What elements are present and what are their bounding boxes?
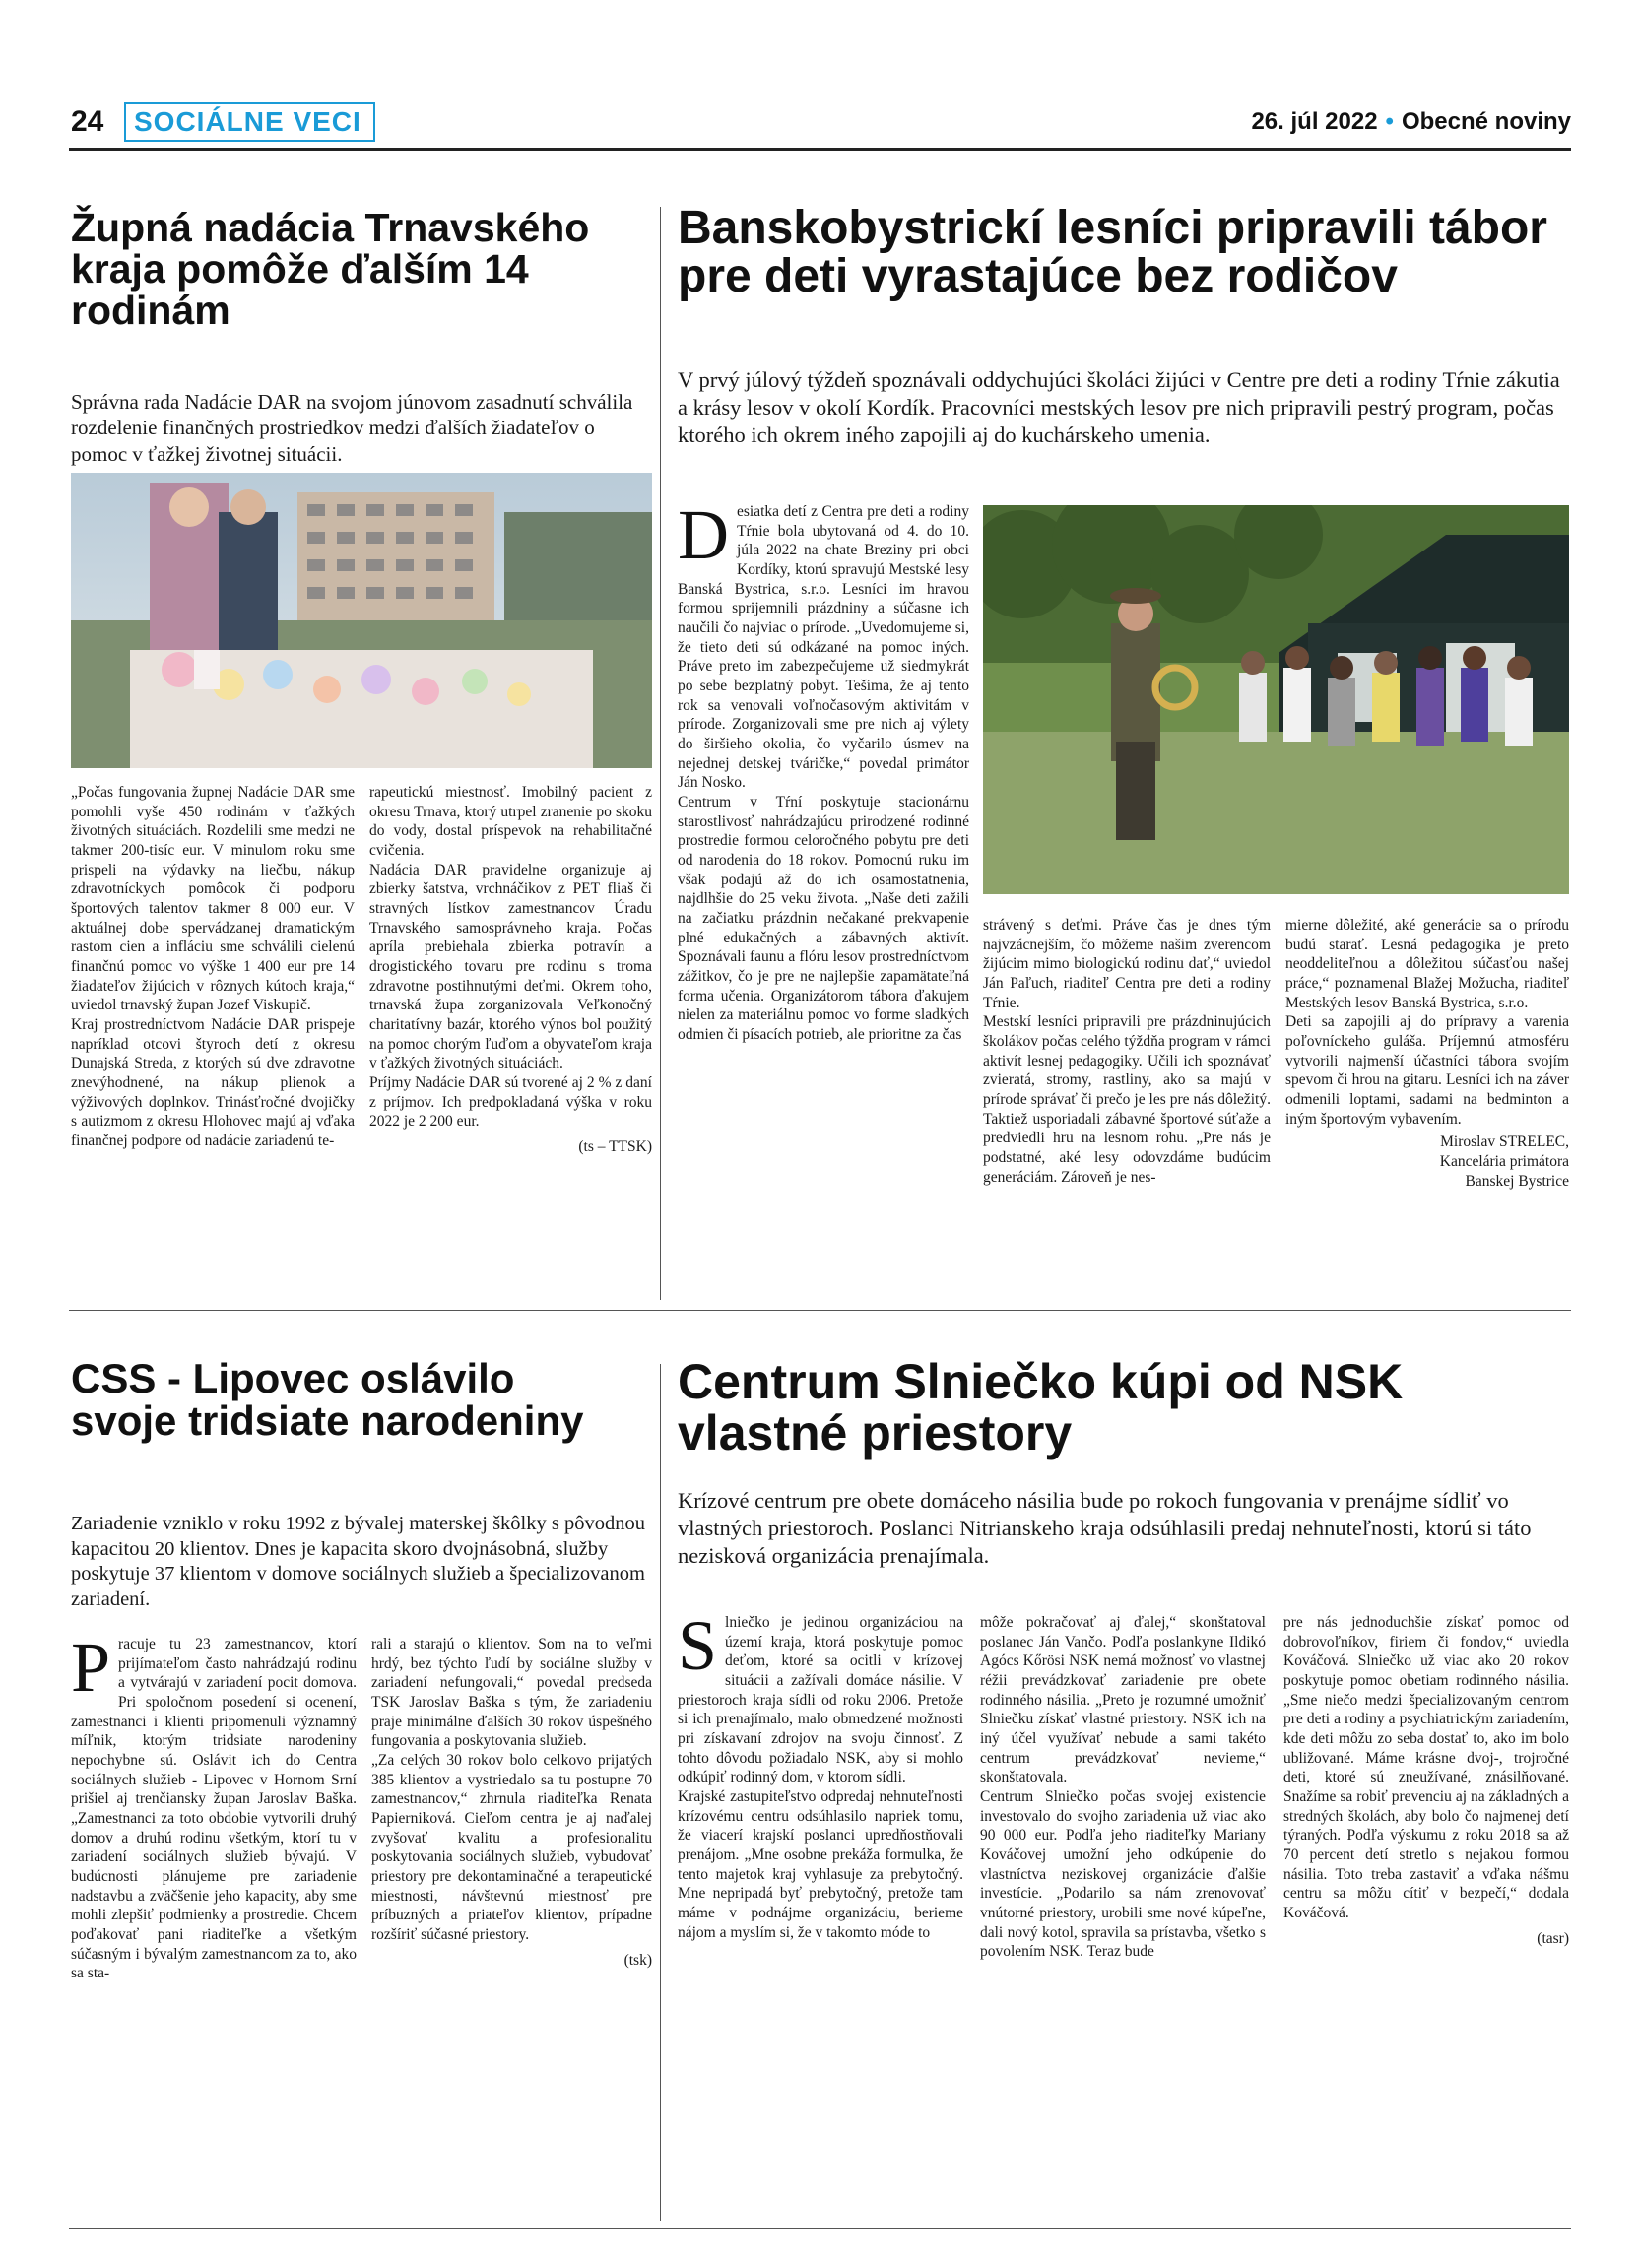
article2-text-1: esiatka detí z Centra pre deti a rodiny Tŕnie bola ubytovaná od 4. do 10. júla 2022 na chate Breziny pri obci Kordíky, ktorú spravujú Mestské lesy Banská Bystrica, s.r.o. Lesníci im hravou formou sprijemnili prázdniny a súčasne ich naučili čo najviac o prírode. „Uvedomujeme si, že tieto deti sú odkázané na pomoc iných. Práve preto im zabezpečujeme už siedmykrát po sebe bezplatný pobyt. Tešíma, že aj tento rok sa venovali voľnočasovým aktivitám v prírode. Zorganizovali sme pre nich aj výlety do širšieho okolia, čo vyčarilo úsmev na nejednej detskej tváričke,“ povedal primátor Ján Nosko. Centrum v Tŕní poskytuje stacionárnu starostlivosť nahrádzajúcu prirodzené rodinné prostredie formou celoročného pobytu pre deti od narodenia do 18 rokov. Pomocnú ruku im však podajú až do ich osamostatnenia, najdlhšie do 25 veku života. „Naše deti zažili na začiatku prázdnin nečakané prekvapenie plné edukačných a zábavných aktivít. Spoznávali faunu a flóru lesov prostredníctvom zážitkov, čo je pre ne najlepšie zapamätateľná forma učenia. Organizátorom tábora ďakujem nielen za materiálnu pomoc vo forme sladkých odmien či písacích potrieb, ale prioritne za čas <box>678 503 969 1044</box>
bazaar-photo <box>71 473 652 768</box>
article2-column-1 <box>678 495 969 1045</box>
article4-headline: Centrum Slniečko kúpi od NSK vlastné priestory <box>678 1354 1404 1460</box>
article2-text-2: strávený s deťmi. Práve čas je dnes tým najvzácnejším, čo môžeme našim zverencom žijúcim mimo biologickú rodinu dať,“ uviedol Ján Paľuch, riaditeľ Centra pre deti a rodiny Tŕnie. Mestskí lesníci pripravili pre prázdninujúcich školákov počas celého týždňa program v rámci aktivít lesnej pedagogiky. Učili ich spoznávať zvieratá, stromy, rastliny, ako sa majú v prírode správať či prečo je les pre nás dôležitý. Taktiež usporiadali zábavné športové súťaže a predviedli hru na lesnom rohu. „Pre nás je podstatné, aké lesy odovzdáme budúcim generáciám. Zároveň je nes- <box>983 917 1271 1186</box>
article2-signature-office: Kancelária primátora <box>1439 1153 1569 1171</box>
article3-headline: CSS - Lipovec oslávilo svoje tridsiate narodeniny <box>71 1355 584 1445</box>
publication-name: Obecné noviny <box>1401 108 1571 135</box>
issue-date: 26. júl 2022 <box>1251 108 1378 135</box>
article4-column-3 <box>1283 1613 1569 1948</box>
header-rule <box>69 148 1571 151</box>
section-label: SOCIÁLNE VECI <box>124 102 375 142</box>
article2-text-3: mierne dôležité, aké generácie sa o prírodu budú starať. Lesná pedagogika je preto neoddeliteľnou a dôležitou súčasťou našej práce,“ poznamenal Blažej Možucha, riaditeľ Mestských lesov Banská Bystrica, s.r.o. Deti sa zapojili aj do prípravy a varenia poľovníckeho guláša. Príjemnú atmosféru vytvorili najmenší účastníci tábora svojím spevom či hrou na gitaru. Lesníci ich na záver odmenili loptami, sadami na bedminton a iným športovým vybavením. <box>1285 917 1569 1128</box>
article2-lead: V prvý júlový týždeň spoznávali oddychujúci školáci žijúci v Centre pre deti a rodiny Tŕnie zákutia a krásy lesov v okolí Kordík. Pracovníci mestských lesov pre nich pripravili pestrý program, počas ktorého ich okrem iného zapojili aj do kuchárskeho umenia. <box>678 367 1560 448</box>
column-divider-bottom <box>660 1364 661 2221</box>
article4-lead: Krízové centrum pre obete domáceho násilia bude po rokoch fungovania v prenájme sídliť vo vlastných priestoroch. Poslanci Nitrianskeho kraja odsúhlasili predaj nehnuteľnosti, ktorú si táto nezisková organizácia prenajímala. <box>678 1488 1532 1569</box>
page-number: 24 <box>71 105 104 138</box>
article3-column-1 <box>71 1628 357 1983</box>
article2-signature-name: Miroslav STRELEC, <box>1440 1134 1569 1151</box>
article3-dropcap: P <box>71 1628 111 1707</box>
article4-dropcap: S <box>678 1606 718 1685</box>
article1-headline: Župná nadácia Trnavského kraja pomôže ďalším 14 rodinám <box>71 205 590 334</box>
article4-text-3: pre nás jednoduchšie získať pomoc od dobrovoľníkov, firiem či fondov,“ uviedla Kováčová. Slniečko už viac ako 20 rokov poskytuje pomoc obetiam rodinného násilia. „Sme niečo medzi špecializovaným centrom pre deti a rodiny a psychiatrickým zariadením, kde deti môžu zo seba dostať to, ako im bolo ubližované. Máme krásne dvoj-, trojročné deti, ktoré sú zneužívané, znásilňované. Snažíme sa robiť prevenciu aj na základných a stredných školách, aby bolo čo najmenej detí týraných. Podľa výskumu z roku 2018 sa až 70 percent detí stretlo s nejakou formou násilia. Toto treba zastaviť a vďaka nášmu centru sa môžu cítiť v bezpečí,“ dodala Kováčová. <box>1283 1614 1569 1922</box>
article1-credit: (ts – TTSK) <box>578 1138 652 1156</box>
article2-headline: Banskobystrickí lesníci pripravili tábor pre deti vyrastajúce bez rodičov <box>678 202 1547 303</box>
article4-column-1 <box>678 1606 963 1942</box>
bottom-rule <box>69 2228 1571 2229</box>
article4-text-2: môže pokračovať aj ďalej,“ skonštatoval poslanec Ján Vančo. Podľa poslankyne Ildikó Agócs Kőrösi NSK nemá možnosť vo vlastnej réžii prevádzkovať zariadenie pre obete rodinného násilia. „Preto je rozumné umožniť Slniečku získať vlastné priestory. NSK ich na iný účel využívať nebude a sami takéto centrum prevádzkovať nevieme,“ skonštatovala. Centrum Slniečko počas svojej existencie investovalo do svojho zariadenia už viac ako 90 000 eur. Podľa jeho riaditeľky Mariany Kováčovej umožní jeho odkúpenie do vlastníctva neziskovej organizácie ďalšie investície. „Podarilo sa nám zrenovovať vnútorné priestory, urobili sme nové kúpeľne, dali nový kotol, spravila sa prístavba, všetko s povolením NSK. Teraz bude <box>980 1614 1266 1961</box>
article3-text-1: racuje tu 23 zamestnancov, ktorí prijímateľom často nahrádzajú rodinu a vytvárajú v zariadení pocit domova. Pri spoločnom posedení si ocenení, zamestnanci i klienti pripomenuli významný míľnik, ktorým tridsiate narodeniny nepochybne sú. Oslávit ich do Centra sociálnych služieb - Lipovec v Hornom Srní prišiel aj trenčiansky župan Jaroslav Baška. „Zamestnanci za toto obdobie vytvorili druhý domov a druhú rodinu všetkým, ktorí tu v zariadení sociálnych služieb bývajú. V budúcnosti plánujeme pre zariadenie nadstavbu a zväčšenie jeho kapacity, aby sme mohli zlepšiť podmienky a prostredie. Chcem poďakovať pani riaditeľke a všetkým súčasným i bývalým zamestnancom za to, ako sa sta- <box>71 1636 357 1982</box>
article4-text-1: lniečko je jedinou organizáciou na území kraja, ktorá poskytuje pomoc deťom, ktoré sa ocitli v krízovej situácii a zažívali domáce násilie. V priestoroch kraja sídli od roku 2006. Pretože si ich prenajímalo, malo obmedzené možnosti pri získavaní zdrojov na svoju činnosť. Z tohto dôvodu požiadalo NSK, aby si mohlo odkúpiť rodinný dom, v ktorom sídli. Krajské zastupiteľstvo odpredaj nehnuteľnosti krízovému centru odsúhlasilo napriek tomu, že viacerí krajskí poslanci upredňostňovali prenájom. „Mne osobne prekáža formulka, že tento majetok kraj vyhlasuje za prebytočný. Mne nepripadá byť prebytočný, pretože tam máme v podnájme organizáciu, berieme nájom a myslím si, že v takomto móde to <box>678 1614 963 1941</box>
article1-lead: Správna rada Nadácie DAR na svojom júnovom zasadnutí schválila rozdelenie finančných prostriedkov medzi ďalších žiadateľov o pomoc v ťažkej životnej situácii. <box>71 390 633 466</box>
article2-column-2 <box>983 916 1271 1187</box>
article2-column-3 <box>1285 916 1569 1191</box>
article1-text-1: „Počas fungovania župnej Nadácie DAR sme pomohli vyše 450 rodinám v ťažkých životných situáciách. Rozdelili sme medzi ne takmer 200-tisíc eur. V minulom roku sme prispeli na výdavky na liečbu, nákup zdravotníckych pomôcok či podporu športových talentov takmer 8 000 eur. V aktuálnej dobe spervádzanej dramatickým rastom cien a infláciu sme schválili cielenú finančnú pomoc vo výške 1 400 eur pre 14 žiadateľov žijúcich v rôznych kútoch kraja,“ uviedol trnavský župan Jozef Viskupič. Kraj prostredníctvom Nadácie DAR prispeje napríklad otcovi štyroch detí z okresu Dunajská Streda, z ktorých sú dve zdravotne znevýhodnené, na nákup plienok a výživových doplnkov. Trinásťročné dvojičky s autizmom z okresu Hlohovec majú aj vďaka finančnej podpore od nadácie zariadenú te- <box>71 784 355 1150</box>
middle-rule <box>69 1310 1571 1311</box>
article3-text-2: rali a starajú o klientov. Som na to veľmi hrdý, bez týchto ľudí by sociálne služby v zariadení nefungovali,“ povedal predseda TSK Jaroslav Baška s tým, že zariadeniu praje minimálne ďalších 30 rokov úspešného fungovania a poskytovania služieb. „Za celých 30 rokov bolo celkovo prijatých 385 klientov a vystriedalo sa tu postupne 70 zamestnancov,“ zhrnula riaditeľka Renata Papierniková. Cieľom centra je aj naďalej zvyšovať kvalitu a profesionalitu poskytovania sociálnych služieb, vybudovať priestory pre dekontaminačné a terapeutické miestnosti, návštevnú miestnosť pre príbuzných a priateľov klientov, prípadne rozšíriť súčasné priestory. <box>371 1636 652 1944</box>
forest-camp-photo <box>983 505 1569 894</box>
article2-dropcap: D <box>678 495 729 574</box>
article1-text-2: rapeutickú miestnosť. Imobilný pacient z okresu Trnava, ktorý utrpel zranenie po skoku do vody, dostal príspevok na rehabilitačné cvičenia. Nadácia DAR pravidelne organizuje aj zbierky šatstva, vrchnáčikov z PET fliaš či stravných lístkov zamestnancov Úradu Trnavského samosprávneho kraja. Počas apríla prebiehala zbierka potravín a drogistického tovaru pre rodinu s troma zdravotne postihnutými deťmi. Okrem toho, trnavská župa zorganizovala Veľkonočný charitatívny bazár, ktorého výnos bol použitý na pomoc chorým ľuďom a obyvateľom kraja v ťažkých životných situáciách. Príjmy Nadácie DAR sú tvorené aj 2 % z daní z príjmov. Ich predpokladaná výška v roku 2022 je 2 200 eur. <box>369 784 652 1131</box>
article3-credit: (tsk) <box>623 1951 652 1969</box>
article3-lead: Zariadenie vzniklo v roku 1992 z bývalej materskej škôlky s pôvodnou kapacitou 20 klientov. Dnes je kapacita skoro dvojnásobná, služby poskytuje 37 klientom v domove sociálnych služieb a špecializovanom zariadení. <box>71 1513 645 1610</box>
separator-dot: • <box>1385 108 1394 135</box>
article3-column-2 <box>371 1635 652 1970</box>
article1-column-2 <box>369 783 652 1157</box>
column-divider-top <box>660 207 661 1300</box>
issue-info <box>1251 108 1571 136</box>
article2-signature-city: Banskej Bystrice <box>1465 1172 1569 1190</box>
article1-column-1 <box>71 783 355 1151</box>
article4-column-2 <box>980 1613 1266 1962</box>
article4-credit: (tasr) <box>1537 1929 1569 1947</box>
